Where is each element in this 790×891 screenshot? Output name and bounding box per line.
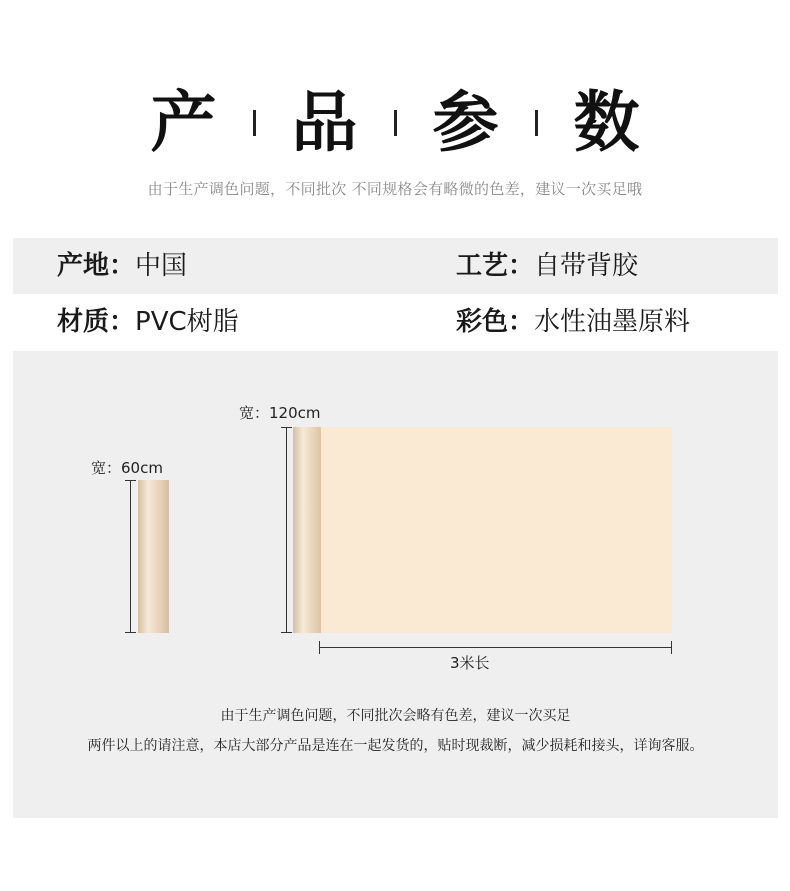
small-roll-image — [138, 480, 169, 633]
length-label: 3米长 — [450, 654, 490, 672]
note-line-2: 两件以上的请注意，本店大部分产品是连在一起发货的，贴时现裁断，减少损耗和接头，详询客服。 — [87, 738, 704, 754]
large-roll-dimension-line — [286, 427, 287, 633]
size-diagram-panel — [13, 351, 778, 818]
title-divider — [535, 110, 538, 136]
title-char-1: 产 — [150, 84, 217, 161]
unrolled-sheet-image — [293, 427, 672, 633]
spec-origin-key: 产地： — [57, 251, 136, 281]
spec-color-value: 水性油墨原料 — [534, 307, 691, 337]
spec-material-key: 材质： — [57, 307, 136, 337]
title-divider — [394, 110, 397, 136]
length-dimension-tick-left — [319, 641, 320, 654]
large-roll-width-label: 宽：120cm — [239, 404, 321, 422]
spec-craft — [456, 238, 638, 294]
sheet-roll-end — [293, 427, 321, 633]
title-divider — [253, 110, 256, 136]
spec-craft-key: 工艺： — [456, 251, 535, 281]
large-roll-dimension-tick-top — [281, 427, 292, 428]
small-roll-dimension-tick-bottom — [125, 632, 136, 633]
small-roll-dimension-line — [130, 480, 131, 633]
spec-origin — [57, 238, 187, 294]
spec-origin-value: 中国 — [135, 251, 188, 281]
color-difference-notice: 由于生产调色问题，不同批次 不同规格会有略微的色差，建议一次买足哦 — [147, 180, 643, 198]
length-dimension-line — [319, 647, 672, 648]
length-dimension-tick-right — [671, 641, 672, 654]
spec-craft-value: 自带背胶 — [534, 251, 639, 281]
title-char-2: 品 — [291, 84, 358, 161]
spec-color — [456, 294, 690, 350]
spec-material-value: PVC树脂 — [135, 307, 239, 337]
large-roll-dimension-tick-bottom — [281, 632, 292, 633]
spec-row-1 — [13, 238, 778, 294]
small-roll-dimension-tick-top — [125, 480, 136, 481]
small-roll-width-label: 宽：60cm — [91, 459, 163, 477]
spec-material — [57, 294, 239, 350]
title-char-4: 数 — [573, 84, 640, 161]
spec-color-key: 彩色： — [456, 307, 535, 337]
page-title — [0, 78, 790, 168]
note-line-1: 由于生产调色问题，不同批次会略有色差，建议一次买足 — [220, 708, 571, 724]
spec-row-2 — [13, 294, 778, 350]
title-char-3: 参 — [432, 84, 499, 161]
